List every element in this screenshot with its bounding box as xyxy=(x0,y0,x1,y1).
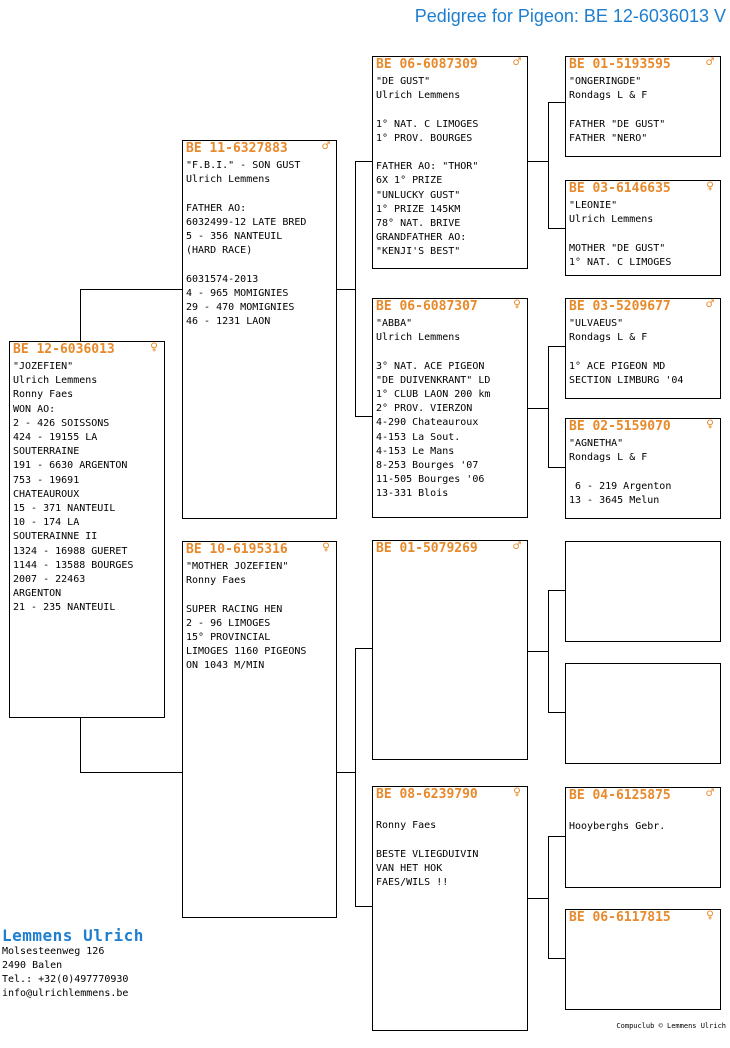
pigeon-card-subject xyxy=(9,341,165,718)
connector-line xyxy=(80,289,182,290)
breeder-email[interactable]: info@ulrichlemmens.be xyxy=(2,988,129,999)
pigeon-details: "AGNETHA" Rondags L & F 6 - 219 Argenton 13 - 3645 Melun xyxy=(569,438,672,506)
male-icon: ♂ xyxy=(706,297,714,312)
breeder-city: 2490 Balen xyxy=(2,960,63,971)
breeder-street: Molsesteenweg 126 xyxy=(2,946,105,957)
male-icon: ♂ xyxy=(513,539,521,554)
breeder-name: Lemmens Ulrich xyxy=(2,926,144,945)
pigeon-card-mf xyxy=(372,540,528,760)
connector-line xyxy=(337,772,355,773)
pigeon-details: "ABBA" Ulrich Lemmens 3° NAT. ACE PIGEON "DE DUIVENKRANT" LD 1° CLUB LAON 200 km 2° PROV. VIERZON 4-290 Chateauroux 4-153 La Sout. 4-153 Le Mans 8-253 Bourges '07 11-505 Bourges '06 13-331 Blois xyxy=(376,318,491,500)
connector-line xyxy=(548,836,549,959)
connector-line xyxy=(548,228,565,229)
ring-number: BE 06-6117815 xyxy=(569,910,671,925)
pigeon-card-ffm xyxy=(565,180,721,276)
connector-line xyxy=(548,836,565,837)
ring-number: BE 03-5209677 xyxy=(569,299,671,314)
connector-line xyxy=(548,346,549,468)
breeder-phone: Tel.: +32(0)497770930 xyxy=(2,974,129,985)
pigeon-card-mm xyxy=(372,786,528,1031)
pigeon-details: "MOTHER JOZEFIEN" Ronny Faes SUPER RACING HEN 2 - 96 LIMOGES 15° PROVINCIAL LIMOGES 1160 PIGEONS ON 1043 M/MIN xyxy=(186,561,307,672)
pigeon-card-mother xyxy=(182,541,337,918)
pigeon-card-fm xyxy=(372,298,528,518)
connector-line xyxy=(355,648,356,907)
pigeon-details: "DE GUST" Ulrich Lemmens 1° NAT. C LIMOGES 1° PROV. BOURGES FATHER AO: "THOR" 6X 1° PRIZE "UNLUCKY GUST" 1° PRIZE 145KM 78° NAT. BRIVE GRANDFATHER AO: "KENJI'S BEST" xyxy=(376,76,479,258)
pigeon-card-fmm xyxy=(565,418,721,519)
female-icon: ♀ xyxy=(706,179,714,194)
connector-line xyxy=(355,161,372,162)
pigeon-details: "JOZEFIEN" Ulrich Lemmens Ronny Faes WON AO: 2 - 426 SOISSONS 424 - 19155 LA SOUTERRAINE 191 - 6630 ARGENTON 753 - 19691 CHATEAUROUX 15 - 371 NANTEUIL 10 - 174 LA SOUTERAINNE II 1324 - 16988 GUERET 1144 - 13588 BOURGES 2007 - 22463 ARGENTON 21 - 235 NANTEUIL xyxy=(13,361,134,614)
footer-credit: Compuclub © Lemmens Ulrich xyxy=(616,1022,726,1030)
pigeon-card-mmf xyxy=(565,787,721,888)
connector-line xyxy=(80,718,81,772)
pigeon-card-mmm xyxy=(565,909,721,1010)
pigeon-card-ff xyxy=(372,56,528,269)
pigeon-card-mfm xyxy=(565,663,721,764)
pigeon-card-fff xyxy=(565,56,721,157)
pigeon-card-fmf xyxy=(565,298,721,399)
ring-number: BE 01-5079269 xyxy=(376,541,478,556)
connector-line xyxy=(528,408,548,409)
ring-number: BE 08-6239790 xyxy=(376,787,478,802)
female-icon: ♀ xyxy=(706,417,714,432)
male-icon: ♂ xyxy=(513,55,521,70)
connector-line xyxy=(528,651,548,652)
pigeon-details: "F.B.I." - SON GUST Ulrich Lemmens FATHER AO: 6032499-12 LATE BRED 5 - 356 NANTEUIL (HARD RACE) 6031574-2013 4 - 965 MOMIGNIES 29 - 470 MOMIGNIES 46 - 1231 LAON xyxy=(186,160,307,328)
connector-line xyxy=(548,712,565,713)
connector-line xyxy=(80,772,182,773)
pigeon-details: "LEONIE" Ulrich Lemmens MOTHER "DE GUST" 1° NAT. C LIMOGES xyxy=(569,200,672,268)
connector-line xyxy=(355,906,372,907)
ring-number: BE 12-6036013 xyxy=(13,342,115,357)
pigeon-details: Ronny Faes BESTE VLIEGDUIVIN VAN HET HOK FAES/WILS !! xyxy=(376,820,479,889)
pigeon-card-father xyxy=(182,140,337,519)
pigeon-details: "ULVAEUS" Rondags L & F 1° ACE PIGEON MD SECTION LIMBURG '04 xyxy=(569,318,684,386)
connector-line xyxy=(548,102,549,229)
connector-line xyxy=(355,648,372,649)
pigeon-details: Hooyberghs Gebr. xyxy=(569,821,666,833)
connector-line xyxy=(548,590,549,713)
female-icon: ♀ xyxy=(706,908,714,923)
connector-line xyxy=(548,102,565,103)
connector-line xyxy=(337,289,355,290)
connector-line xyxy=(548,467,565,468)
ring-number: BE 06-6087309 xyxy=(376,57,478,72)
connector-line xyxy=(528,161,548,162)
ring-number: BE 04-6125875 xyxy=(569,788,671,803)
connector-line xyxy=(548,590,565,591)
female-icon: ♀ xyxy=(513,785,521,800)
ring-number: BE 11-6327883 xyxy=(186,141,288,156)
connector-line xyxy=(528,898,548,899)
breeder-contact xyxy=(2,926,144,1001)
female-icon: ♀ xyxy=(513,297,521,312)
connector-line xyxy=(355,161,356,417)
connector-line xyxy=(355,416,372,417)
female-icon: ♀ xyxy=(322,540,330,555)
page-title: Pedigree for Pigeon: BE 12-6036013 V xyxy=(414,6,726,26)
ring-number: BE 02-5159070 xyxy=(569,419,671,434)
male-icon: ♂ xyxy=(706,786,714,801)
ring-number: BE 01-5193595 xyxy=(569,57,671,72)
connector-line xyxy=(548,346,565,347)
pigeon-details: "ONGERINGDE" Rondags L & F FATHER "DE GUST" FATHER "NERO" xyxy=(569,76,666,144)
ring-number: BE 03-6146635 xyxy=(569,181,671,196)
ring-number: BE 06-6087307 xyxy=(376,299,478,314)
female-icon: ♀ xyxy=(150,340,158,355)
male-icon: ♂ xyxy=(322,139,330,154)
ring-number: BE 10-6195316 xyxy=(186,542,288,557)
connector-line xyxy=(80,289,81,341)
male-icon: ♂ xyxy=(706,55,714,70)
pigeon-card-mff xyxy=(565,541,721,642)
connector-line xyxy=(548,958,565,959)
